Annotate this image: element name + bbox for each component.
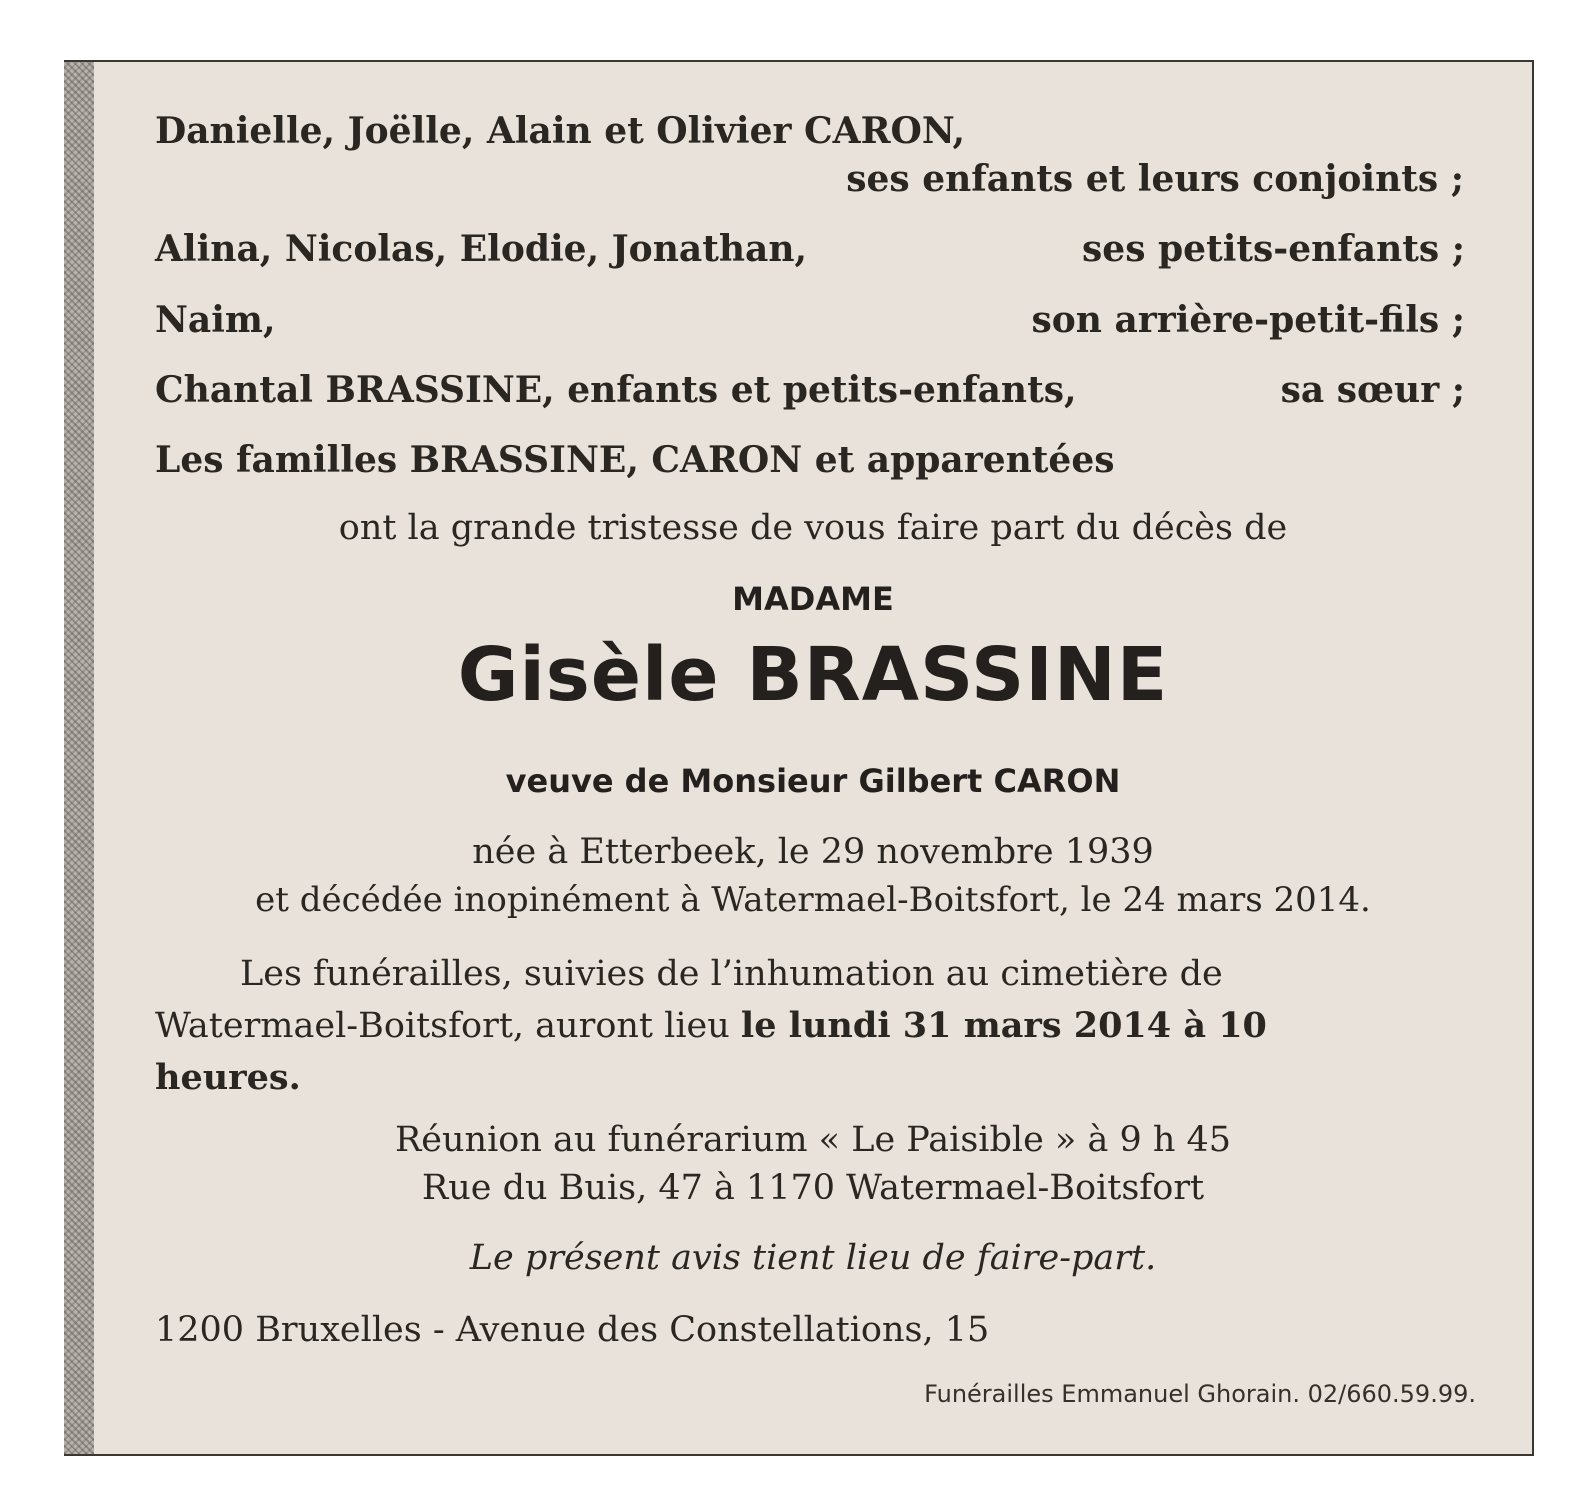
obituary-clipping [64,60,1534,1456]
funeral-paragraph [155,948,1315,1104]
deceased-name: Gisèle BRASSINE [457,632,1169,718]
funerarium-address: Rue du Buis, 47 à 1170 Watermael-Boitsfort [421,1168,1205,1208]
sister-row [155,369,1465,411]
sister-names: Chantal BRASSINE, enfants et petits-enfants, [155,369,1077,411]
funeral-text: Les funérailles, suivies de l’inhumation au cimetière de Watermael-Boitsfort, auront lieu [155,954,1223,1046]
death-info: et décédée inopinément à Watermael-Boitsfort, le 24 mars 2014. [255,880,1371,920]
great-grandchild-relation: son arrière-petit-fils ; [1031,299,1465,341]
grandchildren-relation: ses petits-enfants ; [1082,228,1465,270]
deceased-title: MADAME [732,580,894,618]
related-families: Les familles BRASSINE, CARON et apparentées [155,439,1115,481]
meeting-info: Réunion au funérarium « Le Paisible » à 9 h 45 [394,1120,1232,1160]
widow-of: veuve de Monsieur Gilbert CARON [505,762,1121,800]
children-relation: ses enfants et leurs conjoints ; [846,158,1464,200]
funeral-date: le lundi 31 mars 2014 à 10 heures. [155,1005,1267,1098]
great-grandchild-name: Naim, [155,299,276,341]
funeral-home-credit: Funérailles Emmanuel Ghorain. 02/660.59.99. [924,1380,1476,1408]
children-names: Danielle, Joëlle, Alain et Olivier CARON, [155,110,965,152]
grandchildren-row [155,228,1465,270]
sister-relation: sa sœur ; [1280,369,1465,411]
torn-edge-strip [64,62,94,1454]
great-grandchild-row [155,299,1465,341]
birth-info: née à Etterbeek, le 29 novembre 1939 [472,832,1154,872]
home-address: 1200 Bruxelles - Avenue des Constellations, 15 [155,1310,990,1350]
notice-text: Le présent avis tient lieu de faire-part. [469,1238,1157,1278]
announcement-text: ont la grande tristesse de vous faire part du décès de [338,508,1288,548]
grandchildren-names: Alina, Nicolas, Elodie, Jonathan, [155,228,808,270]
